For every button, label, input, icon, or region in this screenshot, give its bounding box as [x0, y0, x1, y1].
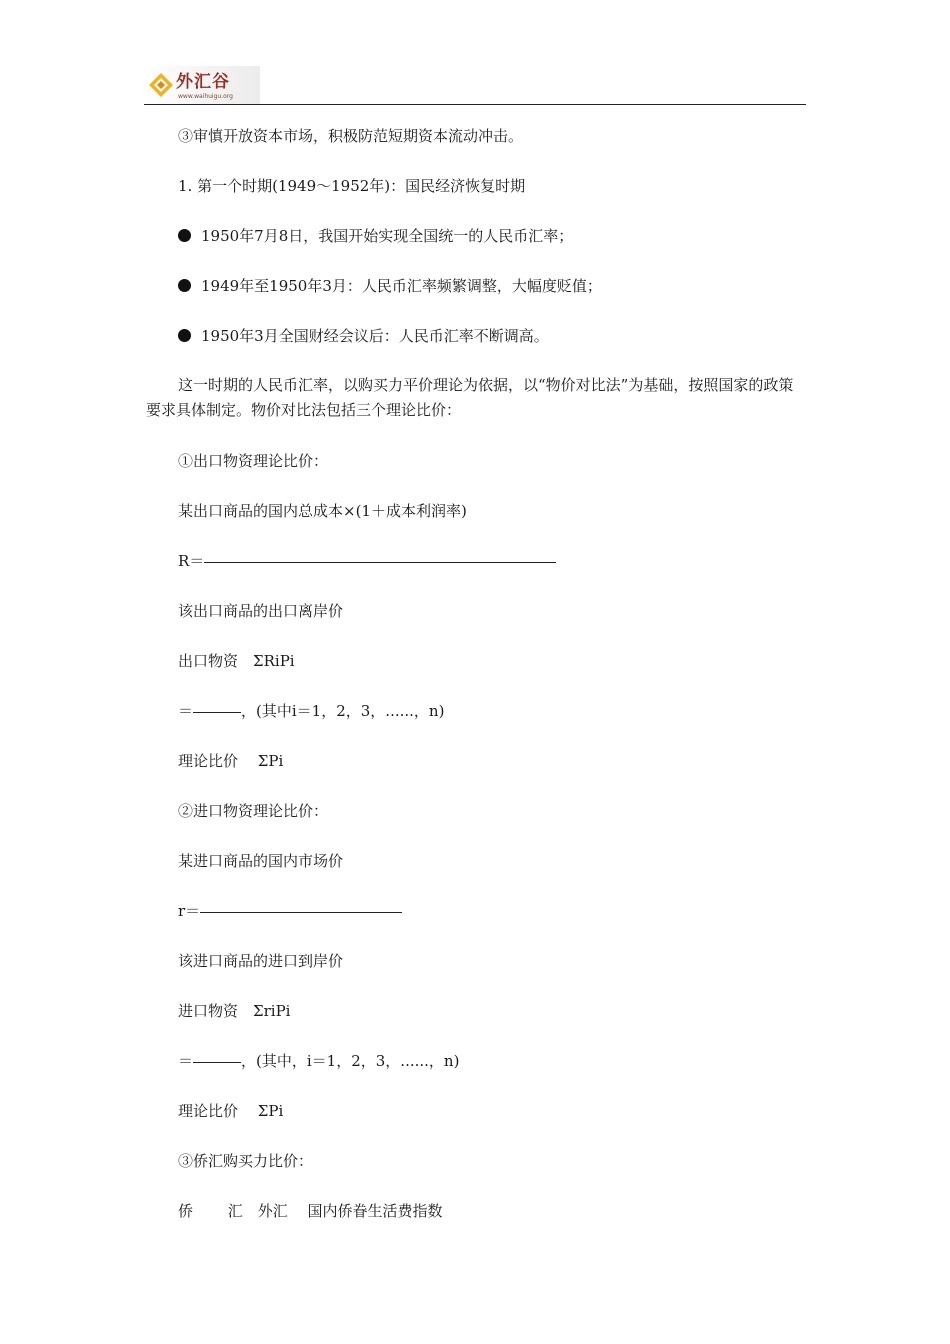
bullet-item: [178, 276, 602, 296]
formula-note: ，(其中i＝1，2，3，......，n): [241, 702, 445, 720]
formula-denominator: 该出口商品的出口离岸价: [178, 602, 344, 620]
formula-line: [178, 901, 402, 921]
formula-line: [178, 1051, 459, 1071]
formula-denominator: 理论比价 ΣPi: [178, 1102, 284, 1120]
formula-line: [178, 551, 556, 571]
formula-numerator: 出口物资 ΣRiPi: [178, 652, 295, 670]
paragraph: 这一时期的人民币汇率，以购买力平价理论为依据，以“物价对比法”为基础，按照国家的政策要求具体制定。物价对比法包括三个理论比价：: [146, 376, 794, 419]
fraction-bar: [204, 562, 556, 563]
fraction-bar: [200, 912, 402, 913]
formula-line: [178, 701, 444, 721]
text-line: ②进口物资理论比价：: [178, 802, 329, 820]
formula-lhs: ＝: [178, 1052, 194, 1070]
bullet-item: [178, 226, 573, 246]
bullet-text: 1950年7月8日，我国开始实现全国统一的人民币汇率；: [201, 227, 574, 245]
section-heading: 1. 第一个时期(1949～1952年)：国民经济恢复时期: [178, 177, 526, 195]
bullet-icon: [178, 279, 191, 292]
diamond-logo-icon: [148, 72, 174, 98]
text-line: ①出口物资理论比价：: [178, 452, 329, 470]
bullet-item: [178, 326, 549, 346]
formula-note: ，(其中，i＝1，2，3，......，n): [241, 1052, 460, 1070]
formula-lhs: ＝: [178, 702, 194, 720]
formula-denominator: 理论比价 ΣPi: [178, 752, 284, 770]
formula-numerator: 侨 汇 外汇 国内侨眷生活费指数: [178, 1202, 443, 1220]
formula-lhs: R＝: [178, 552, 205, 570]
bullet-icon: [178, 329, 191, 342]
site-logo[interactable]: [144, 66, 260, 104]
formula-numerator: 进口物资 ΣriPi: [178, 1002, 291, 1020]
formula-numerator: 某出口商品的国内总成本×(1＋成本利润率): [178, 502, 467, 520]
fraction-bar: [193, 1062, 241, 1063]
fraction-bar: [193, 712, 241, 713]
formula-lhs: r＝: [178, 902, 201, 920]
text-line: ③审慎开放资本市场，积极防范短期资本流动冲击。: [178, 127, 524, 145]
logo-url: www.waihuigu.org: [178, 93, 233, 100]
header-rule: [144, 104, 806, 105]
bullet-icon: [178, 229, 191, 242]
formula-denominator: 该进口商品的进口到岸价: [178, 952, 344, 970]
bullet-text: 1949年至1950年3月：人民币汇率频繁调整，大幅度贬值；: [201, 277, 602, 295]
logo-text: 外汇谷: [176, 72, 230, 92]
bullet-text: 1950年3月全国财经会议后：人民币汇率不断调高。: [201, 327, 549, 345]
formula-numerator: 某进口商品的国内市场价: [178, 852, 344, 870]
text-line: ③侨汇购买力比价：: [178, 1152, 314, 1170]
page-header: [144, 66, 806, 106]
